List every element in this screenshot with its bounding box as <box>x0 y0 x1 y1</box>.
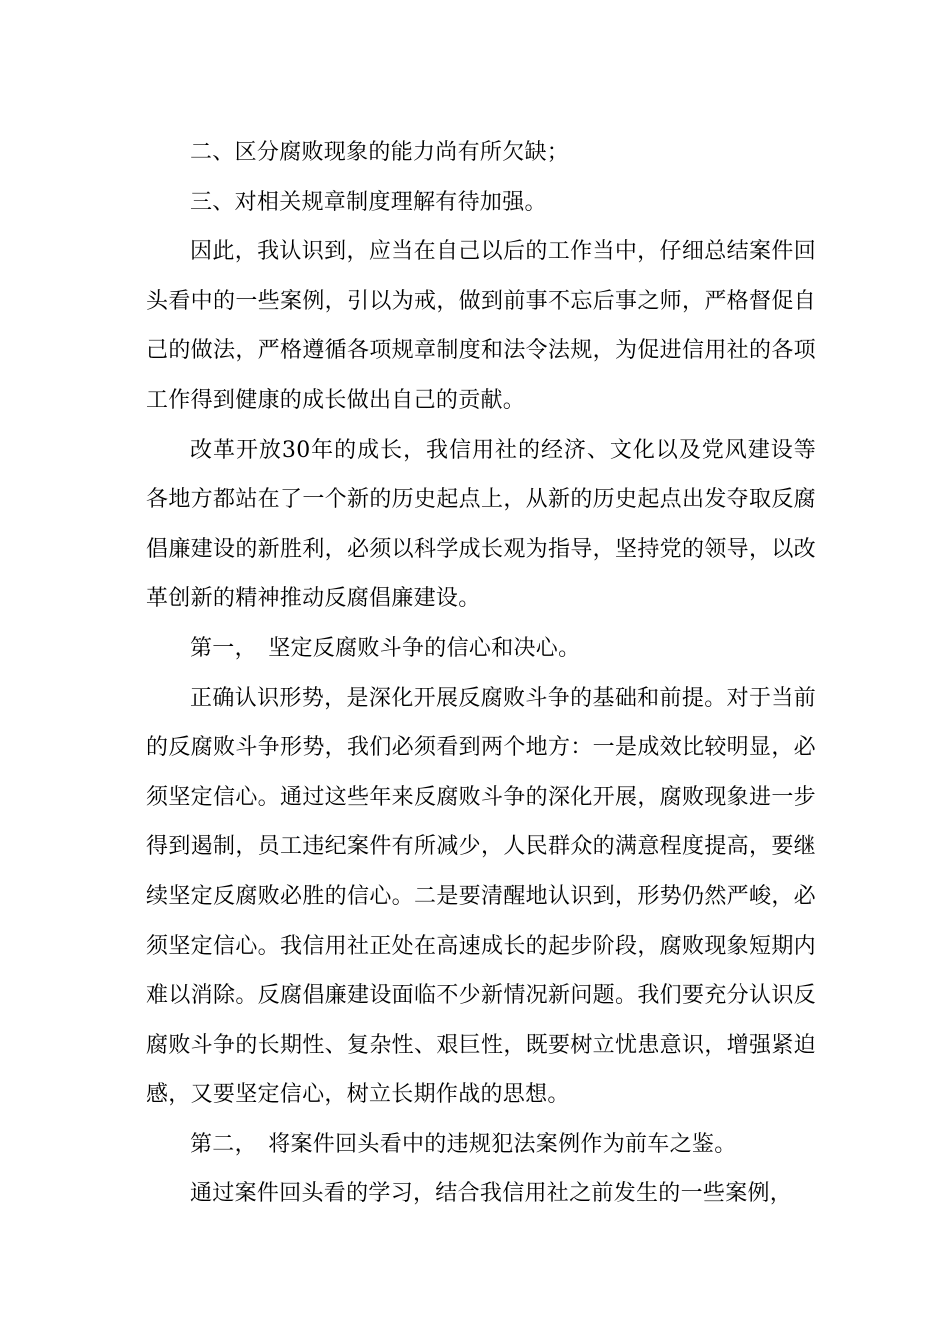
paragraph-situation: 正确认识形势，是深化开展反腐败斗争的基础和前提。对于当前的反腐败斗争形势，我们必须看到两个地方：一是成效比较明显，必须坚定信心。通过这些年来反腐败斗争的深化开展，腐败现象进一步得到遏制，员工违纪案件有所减少，人民群众的满意程度提高，要继续坚定反腐败必胜的信心。二是要清醒地认识到，形势仍然严峻，必须坚定信心。我信用社正处在高速成长的起步阶段，腐败现象短期内难以消除。反腐倡廉建设面临不少新情况新问题。我们要充分认识反腐败斗争的长期性、复杂性、艰巨性，既要树立忧患意识，增强紧迫感，又要坚定信心，树立长期作战的思想。 <box>146 685 816 1108</box>
paragraph-item-2: 二、区分腐败现象的能力尚有所欠缺； <box>190 140 570 165</box>
paragraph-reform: 改革开放30年的成长，我信用社的经济、文化以及党风建设等各地方都站在了一个新的历史起点上，从新的历史起点出发夺取反腐倡廉建设的新胜利，必须以科学成长观为指导，坚持党的领导，以改革创新的精神推动反腐倡廉建设。 <box>146 437 816 612</box>
paragraph-study: 通过案件回头看的学习，结合我信用社之前发生的一些案例， <box>190 1181 793 1207</box>
paragraph-conclusion: 因此，我认识到，应当在自己以后的工作当中，仔细总结案件回头看中的一些案例，引以为戒，做到前事不忘后事之师，严格督促自己的做法，严格遵循各项规章制度和法令法规，为促进信用社的各项工作得到健康的成长做出自己的贡献。 <box>146 239 816 413</box>
heading-first: 第一， 坚定反腐败斗争的信心和决心。 <box>190 635 581 661</box>
paragraph-item-3: 三、对相关规章制度理解有待加强。 <box>190 189 547 215</box>
heading-second: 第二， 将案件回头看中的违规犯法案例作为前车之鉴。 <box>190 1131 737 1157</box>
document-body <box>146 128 816 1219</box>
